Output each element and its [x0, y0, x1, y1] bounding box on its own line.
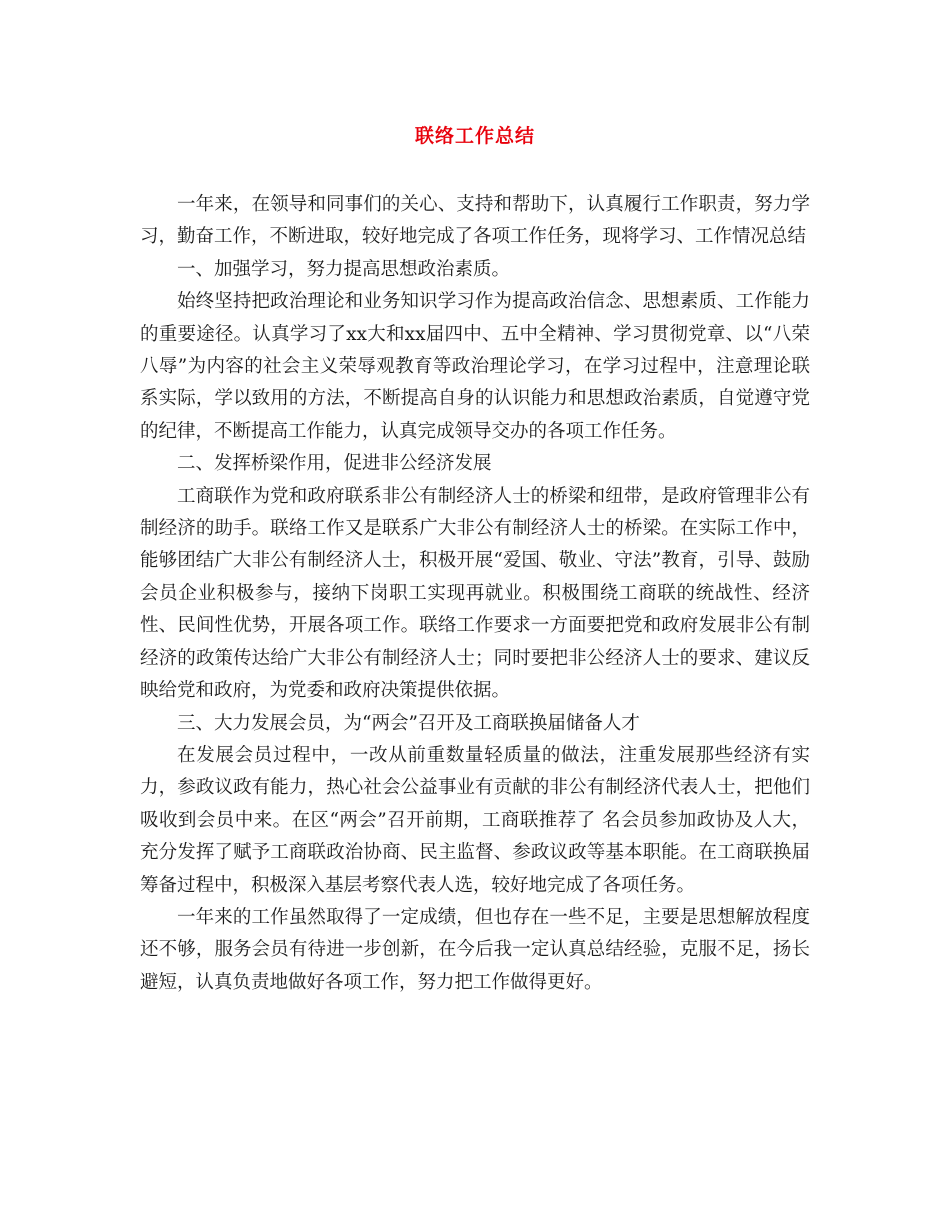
document-title: 联络工作总结 [414, 125, 535, 147]
paragraph-conclusion: 一年来的工作虽然取得了一定成绩，但也存在一些不足，主要是思想解放程度还不够，服务会员有待进一步创新，在今后我一定认真总结经验，克服不足，扬长避短，认真负责地做好各项工作，努力把工作做得更好。 [140, 906, 810, 993]
paragraph-bridge: 工商联作为党和政府联系非公有制经济人士的桥梁和纽带，是政府管理非公有制经济的助手。联络工作又是联系广大非公有制经济人士的桥梁。在实际工作中，能够团结广大非公有制经济人士，积极开展“爱国、敬业、守法”教育，引导、鼓励会员企业积极参与，接纳下岗职工实现再就业。积极围绕工商联的统战性、经济性、民间性优势，开展各项工作。联络工作要求一方面要把党和政府发展非公有制经济的政策传达给广大非公有制经济人士；同时要把非公经济人士的要求、建议反映给党和政府，为党委和政府决策提供依据。 [140, 485, 810, 702]
section-heading-1: 一、加强学习，努力提高思想政治素质。 [177, 258, 511, 280]
section-heading-2: 二、发挥桥梁作用，促进非公经济发展 [177, 453, 492, 475]
section-heading-3: 三、大力发展会员，为“两会”召开及工商联换届储备人才 [177, 712, 640, 734]
paragraph-study: 始终坚持把政治理论和业务知识学习作为提高政治信念、思想素质、工作能力的重要途径。认真学习了xx大和xx届四中、五中全精神、学习贯彻党章、以“八荣八辱”为内容的社会主义荣辱观教育等政治理论学习，在学习过程中，注意理论联系实际，学以致用的方法，不断提高自身的认识能力和思想政治素质，自觉遵守党的纪律，不断提高工作能力，认真完成领导交办的各项工作任务。 [140, 291, 810, 442]
paragraph-intro: 一年来，在领导和同事们的关心、支持和帮助下，认真履行工作职责，努力学习，勤奋工作，不断进取，较好地完成了各项工作任务，现将学习、工作情况总结 [140, 194, 810, 248]
document-body [140, 189, 810, 999]
paragraph-members: 在发展会员过程中，一改从前重数量轻质量的做法，注重发展那些经济有实力，参政议政有能力，热心社会公益事业有贡献的非公有制经济代表人士，把他们吸收到会员中来。在区“两会”召开前期，工商联推荐了 名会员参加政协及人大，充分发挥了赋予工商联政治协商、民主监督、参政议政等基本职能。在工商联换届筹备过程中，积极深入基层考察代表人选，较好地完成了各项任务。 [140, 744, 810, 896]
